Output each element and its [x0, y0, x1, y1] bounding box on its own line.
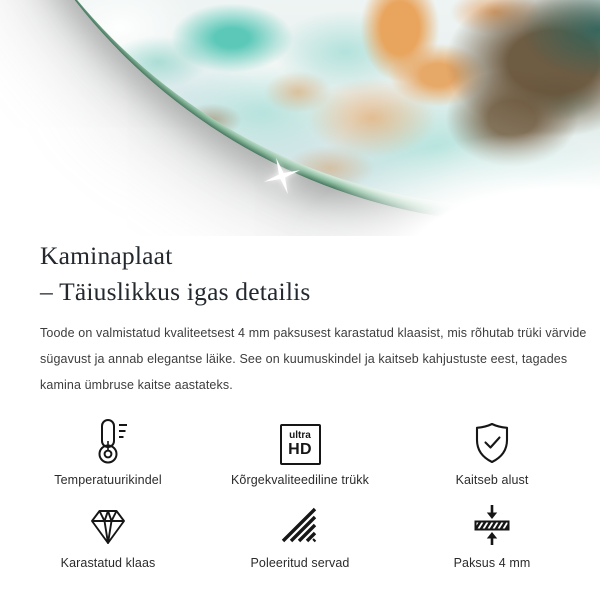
feature-label: Kaitseb alust	[455, 472, 529, 487]
diamond-icon	[85, 500, 131, 548]
feature-label: Kõrgekvaliteediline trükk	[231, 472, 369, 487]
features-grid	[0, 417, 600, 570]
sparkle-icon	[259, 153, 305, 199]
feature-item-print-quality	[204, 417, 396, 487]
feature-item-thickness	[396, 500, 588, 570]
product-info-section	[0, 236, 600, 570]
feature-label: Karastatud klaas	[60, 555, 156, 570]
ultra-hd-icon	[280, 417, 321, 465]
feature-item-temperature	[12, 417, 204, 487]
feature-label: Temperatuurikindel	[54, 472, 162, 487]
description-line: Toode on valmistatud kvaliteetsest 4 mm paksusest karastatud klaasist, mis rõhutab trüki värvide	[40, 326, 587, 341]
description-line: kamina ümbruse kaitse aastateks.	[40, 377, 233, 392]
hero-fade	[0, 0, 600, 236]
description-line: sügavust ja annab elegantse läike. See on kuumuskindel ja kaitseb kahjustuste eest, tagades	[40, 352, 568, 367]
thickness-icon	[470, 500, 514, 548]
shield-check-icon	[470, 417, 514, 465]
product-description	[40, 321, 587, 398]
ultra-hd-badge-bottom: HD	[288, 440, 312, 458]
page-title	[40, 238, 560, 310]
title-line-1: Kaminaplaat	[40, 241, 173, 270]
feature-label: Poleeritud servad	[250, 555, 350, 570]
polished-edges-icon	[278, 500, 322, 548]
thermometer-icon	[86, 417, 130, 465]
title-line-2: – Täiuslikkus igas detailis	[40, 277, 311, 307]
feature-label: Paksus 4 mm	[453, 555, 531, 570]
feature-item-tempered-glass	[12, 500, 204, 570]
ultra-hd-badge-top: ultra	[289, 429, 311, 441]
feature-item-polished-edges	[204, 500, 396, 570]
feature-item-protects-base	[396, 417, 588, 487]
hero-image	[0, 0, 600, 236]
